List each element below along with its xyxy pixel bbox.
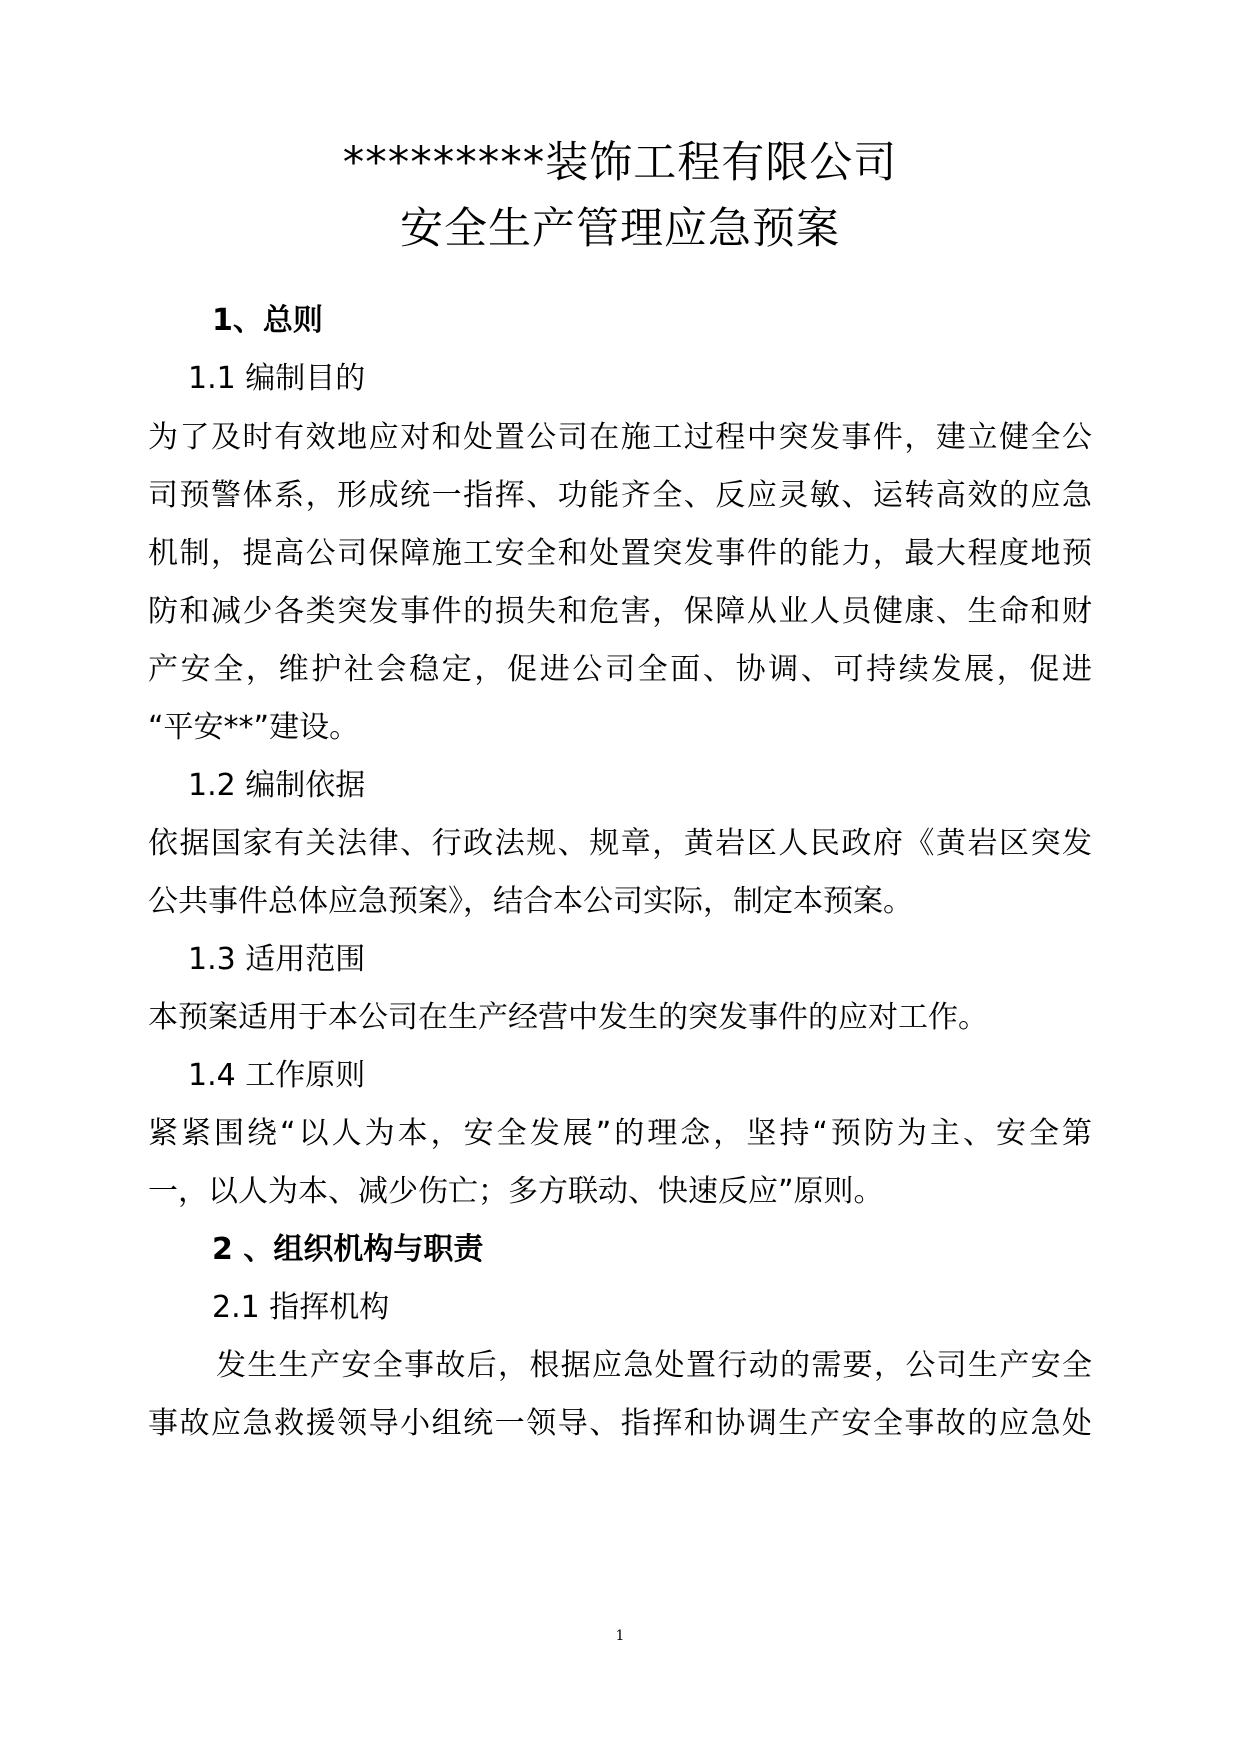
section-1-heading: 1、总则 [212, 303, 323, 338]
paragraph-line: 依据国家有关法律、行政法规、规章，黄岩区人民政府《黄岩区突发 [148, 826, 1092, 861]
section-1-2-heading: 1.2 编制依据 [188, 768, 366, 803]
document-title-company: *********装饰工程有限公司 [342, 138, 898, 188]
section-2-heading: 2 、组织机构与职责 [212, 1232, 484, 1267]
section-1-1-heading: 1.1 编制目的 [188, 361, 366, 396]
section-2-1-heading: 2.1 指挥机构 [212, 1290, 390, 1325]
paragraph-line: 事故应急救援领导小组统一领导、指挥和协调生产安全事故的应急处 [148, 1406, 1092, 1441]
section-1-3-heading: 1.3 适用范围 [188, 942, 366, 977]
paragraph-line: 公共事件总体应急预案》，结合本公司实际，制定本预案。 [148, 884, 913, 919]
paragraph-line: 司预警体系，形成统一指挥、功能齐全、反应灵敏、运转高效的应急 [148, 478, 1092, 513]
paragraph-line: 防和减少各类突发事件的损失和危害，保障从业人员健康、生命和财 [148, 594, 1092, 629]
document-title-plan: 安全生产管理应急预案 [400, 204, 840, 254]
paragraph-line: 本预案适用于本公司在生产经营中发生的突发事件的应对工作。 [148, 1000, 988, 1035]
paragraph-line: 发生生产安全事故后，根据应急处置行动的需要，公司生产安全 [216, 1348, 1092, 1383]
paragraph-line: 一，以人为本、减少伤亡；多方联动、快速反应”原则。 [148, 1174, 884, 1209]
paragraph-line: “平安**”建设。 [148, 710, 360, 745]
page-number: 1 [615, 1628, 625, 1644]
paragraph-line: 为了及时有效地应对和处置公司在施工过程中突发事件，建立健全公 [148, 420, 1092, 455]
paragraph-line: 产安全，维护社会稳定，促进公司全面、协调、可持续发展，促进 [148, 652, 1092, 687]
paragraph-line: 机制，提高公司保障施工安全和处置突发事件的能力，最大程度地预 [148, 536, 1092, 571]
paragraph-line: 紧紧围绕“以人为本，安全发展”的理念，坚持“预防为主、安全第 [148, 1116, 1092, 1151]
section-1-4-heading: 1.4 工作原则 [188, 1058, 366, 1093]
